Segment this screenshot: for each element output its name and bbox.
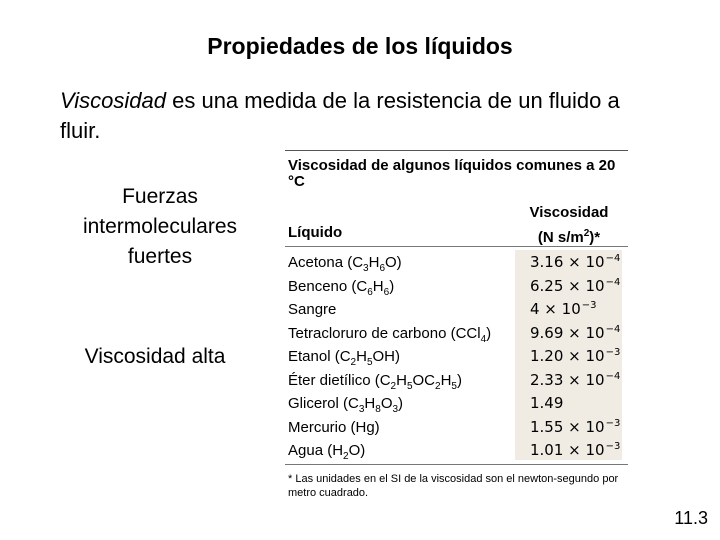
page-title: Propiedades de los líquidos [207, 33, 513, 59]
column-header-liquido: Líquido [288, 224, 343, 241]
column-header-viscosidad [508, 202, 630, 248]
liquid-name: Sangre [288, 301, 337, 318]
intro-term: Viscosidad [60, 88, 166, 113]
viscosity-value: $1.20 \times 10^{-3}$ [530, 347, 621, 365]
table-footnote: * Las unidades en el SI de la viscosidad son el newton-segundo por metro cuadrado. [288, 473, 619, 499]
column-header-viscosidad-line1: Viscosidad [529, 204, 609, 221]
viscosity-value: $4 \times 10^{-3}$ [530, 300, 597, 318]
intro-text [60, 86, 660, 146]
viscosity-value: $1.55 \times 10^{-3}$ [530, 417, 621, 436]
liquid-names-column [288, 251, 491, 463]
liquid-name: Acetona $(C_3H_6O)$ [288, 254, 402, 274]
liquid-name: Mercurio (Hg) [288, 418, 380, 436]
slide-number: 11.3 [674, 508, 708, 528]
column-header-viscosidad-units: (N $s/m^2)*$ [537, 228, 601, 246]
label-fuerzas-intermoleculares: Fuerzas intermoleculares fuertes [82, 185, 238, 268]
viscosity-value: 1.49 [530, 394, 564, 412]
table-bottom-rule [285, 464, 628, 465]
label-viscosidad-alta: Viscosidad alta [84, 345, 226, 368]
liquid-name: Tetracloruro de carbono (CCl$_4$) [288, 324, 492, 345]
liquid-name: Benceno $(C_6H_6)$ [288, 277, 395, 298]
liquid-name: Glicerol $(C_3H_8O_3)$ [288, 395, 404, 415]
viscosity-value: $9.69 \times 10^{-4}$ [530, 323, 621, 342]
table-header-rule [285, 246, 628, 247]
viscosity-value: $1.01 \times 10^{-3}$ [530, 441, 621, 459]
liquid-name: Etanol $(C_2H_5OH)$ [288, 348, 400, 368]
table-title: Viscosidad de algunos líquidos comunes a 20 °C [288, 157, 616, 190]
viscosity-value: $3.16 \times 10^{-4}$ [530, 253, 621, 271]
liquid-name: Agua $(H_2O)$ [288, 442, 366, 462]
viscosity-value: $6.25 \times 10^{-4}$ [530, 276, 621, 295]
viscosity-values-column [530, 251, 620, 463]
table-top-rule [285, 150, 628, 151]
viscosity-value: $2.33 \times 10^{-4}$ [530, 370, 621, 389]
liquid-name: Éter dietílico $(C_2H_5OC_2H_5)$ [288, 371, 462, 392]
intro-definition: es una medida de la resistencia de un fluido a fluir. [60, 88, 620, 143]
